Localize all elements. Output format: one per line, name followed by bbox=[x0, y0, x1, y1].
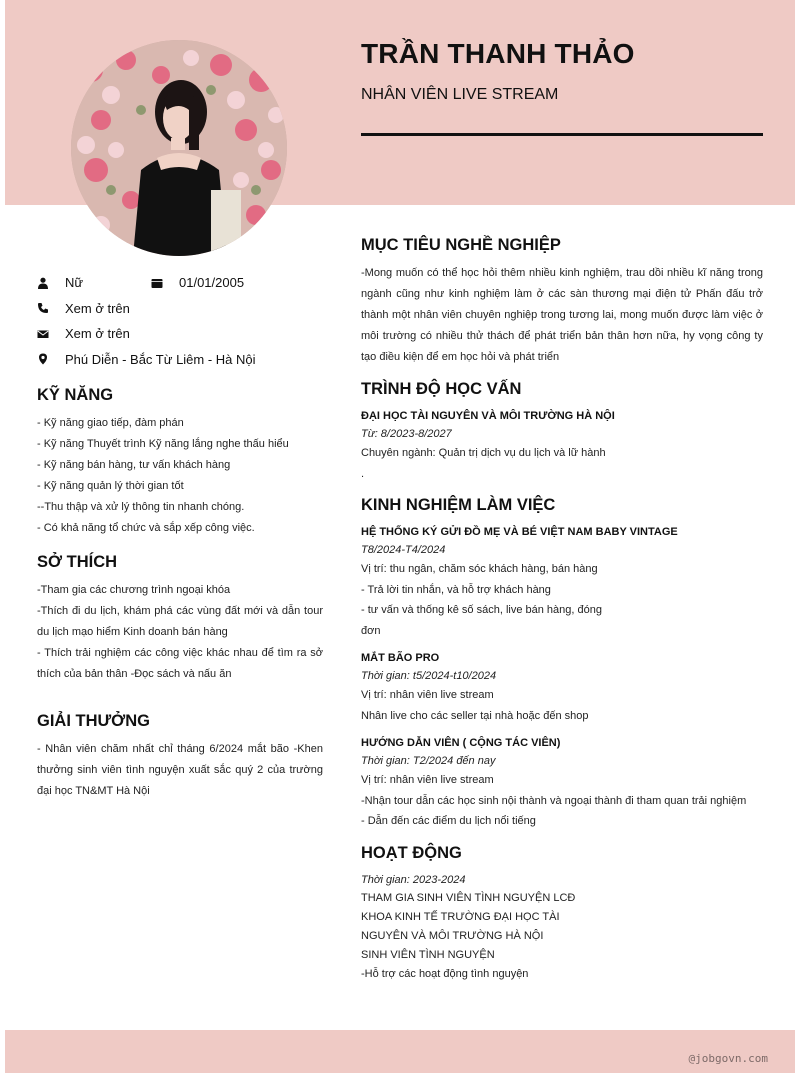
title-divider bbox=[361, 133, 763, 136]
cv-page bbox=[5, 0, 795, 1073]
awards-text: - Nhân viên chăm nhất chỉ tháng 6/2024 mắt bão -Khen thưởng sinh viên tình nguyện xuất sắc quý 2 của trường đại học TN&MT Hà Nội bbox=[37, 743, 323, 797]
phone-value: Xem ở trên bbox=[65, 300, 130, 316]
job-line: -Nhận tour dẫn các học sinh nội thành và ngoại thành đi tham quan trải nghiệm bbox=[361, 794, 747, 807]
skill-item: - Kỹ năng bán hàng, tư vấn khách hàng bbox=[37, 459, 231, 471]
gender-value: Nữ bbox=[65, 275, 84, 291]
address-value: Phú Diễn - Bắc Từ Liêm - Hà Nội bbox=[65, 351, 256, 367]
skills-heading: KỸ NĂNG bbox=[37, 386, 114, 404]
activity-line: KHOA KINH TẾ TRƯỜNG ĐẠI HỌC TÀI bbox=[361, 910, 560, 923]
job-period: Thời gian: t5/2024-t10/2024 bbox=[361, 670, 497, 682]
profile-photo bbox=[71, 40, 287, 256]
job-period: T8/2024-T4/2024 bbox=[361, 544, 446, 556]
job-company: HƯỚNG DẪN VIÊN ( CỘNG TÁC VIÊN) bbox=[361, 737, 561, 749]
birthdate-value: 01/01/2005 bbox=[179, 275, 245, 291]
email-row bbox=[37, 321, 323, 347]
job-line: - Dẫn đến các điểm du lịch nổi tiếng bbox=[361, 815, 536, 827]
activities-section bbox=[361, 844, 763, 984]
skill-item: - Kỹ năng Thuyết trình Kỹ năng lắng nghe thấu hiểu bbox=[37, 438, 289, 450]
job-entry bbox=[361, 649, 763, 726]
personal-info-row bbox=[37, 270, 323, 296]
phone-icon bbox=[37, 302, 49, 314]
footer-band bbox=[5, 1030, 795, 1073]
skill-item: - Kỹ năng quản lý thời gian tốt bbox=[37, 480, 184, 492]
job-line: - Trả lời tin nhắn, và hỗ trợ khách hàng bbox=[361, 583, 551, 596]
job-period: Thời gian: T2/2024 đến nay bbox=[361, 755, 496, 767]
phone-row bbox=[37, 296, 323, 322]
activities-period: Thời gian: 2023-2024 bbox=[361, 873, 466, 886]
activity-line: SINH VIÊN TÌNH NGUYỆN bbox=[361, 948, 495, 961]
skills-section bbox=[37, 386, 323, 539]
job-line: Vị trí: nhân viên live stream bbox=[361, 689, 494, 701]
activity-line: NGUYÊN VÀ MÔI TRƯỜNG HÀ NỘI bbox=[361, 929, 544, 942]
education-heading: TRÌNH ĐỘ HỌC VẤN bbox=[361, 380, 522, 398]
education-note: . bbox=[361, 467, 365, 480]
email-icon bbox=[37, 328, 49, 340]
job-line: Vị trí: nhân viên live stream bbox=[361, 774, 494, 786]
job-entry bbox=[361, 523, 763, 641]
job-line: Vị trí: thu ngân, chăm sóc khách hàng, bán hàng bbox=[361, 563, 598, 575]
job-line: - tư vấn và thống kê số sách, live bán hàng, đóng bbox=[361, 604, 602, 616]
skill-item: --Thu thập và xử lý thông tin nhanh chóng. bbox=[37, 501, 245, 513]
right-column bbox=[361, 236, 763, 996]
location-icon bbox=[37, 353, 49, 365]
activities-heading: HOẠT ĐỘNG bbox=[361, 843, 462, 862]
experience-heading: KINH NGHIỆM LÀM VIỆC bbox=[361, 496, 556, 514]
awards-heading: GIẢI THƯỞNG bbox=[37, 712, 151, 730]
job-company: MẮT BÃO PRO bbox=[361, 652, 440, 664]
email-value: Xem ở trên bbox=[65, 326, 130, 342]
job-title: NHÂN VIÊN LIVE STREAM bbox=[361, 86, 559, 103]
activity-line: THAM GIA SINH VIÊN TÌNH NGUYỆN LCĐ bbox=[361, 891, 576, 904]
calendar-icon bbox=[151, 277, 163, 289]
objective-text: -Mong muốn có thể học hỏi thêm nhiều kinh nghiệm, trau dồi nhiều kĩ năng trong ngành cũng như kinh nghiệm làm ở các sàn thương mại điện tử Phấn đấu trở thành một nhân viên chuyên nghiệp trong tương lai, mong muốn được làm việc ở môi trường có nhiều thử thách để phát triển bản thân hơn nữa, hy vọng công ty tạo điều kiện để em học hỏi và phát triển bbox=[361, 267, 763, 363]
activity-line: -Hỗ trợ các hoạt động tình nguyện bbox=[361, 967, 529, 980]
candidate-name: TRẦN THANH THẢO bbox=[361, 38, 635, 69]
job-line: đơn bbox=[361, 624, 381, 637]
left-column bbox=[37, 270, 323, 802]
job-company: HỆ THỐNG KÝ GỬI ĐỒ MẸ VÀ BÉ VIỆT NAM BABY VINTAGE bbox=[361, 526, 678, 538]
watermark: @jobgovn.com bbox=[688, 1052, 768, 1065]
school-name: ĐẠI HỌC TÀI NGUYÊN VÀ MÔI TRƯỜNG HÀ NỘI bbox=[361, 410, 615, 422]
address-row bbox=[37, 347, 323, 373]
awards-section bbox=[37, 712, 323, 802]
job-entry bbox=[361, 734, 763, 832]
job-line: Nhân live cho các seller tại nhà hoặc đến shop bbox=[361, 709, 589, 722]
education-period: Từ: 8/2023-8/2027 bbox=[361, 428, 452, 440]
hobbies-text: -Tham gia các chương trình ngoại khóa -Thích đi du lịch, khám phá các vùng đất mới và dẫn tour du lịch mạo hiểm Kinh doanh bán hàng - Thích trải nghiệm các công việc khác nhau để tìm ra sở thích của bản thân -Đọc sách và nấu ăn bbox=[37, 584, 323, 680]
hobbies-section bbox=[37, 553, 323, 685]
skill-item: - Có khả năng tổ chức và sắp xếp công việc. bbox=[37, 522, 255, 534]
person-icon bbox=[37, 277, 49, 289]
skill-item: - Kỹ năng giao tiếp, đàm phán bbox=[37, 417, 184, 429]
hobbies-heading: SỞ THÍCH bbox=[37, 553, 118, 571]
objective-section bbox=[361, 236, 763, 368]
objective-heading: MỤC TIÊU NGHỀ NGHIỆP bbox=[361, 236, 561, 254]
education-section bbox=[361, 380, 763, 484]
experience-section bbox=[361, 496, 763, 832]
education-major: Chuyên ngành: Quản trị dịch vụ du lịch và lữ hành bbox=[361, 447, 606, 459]
